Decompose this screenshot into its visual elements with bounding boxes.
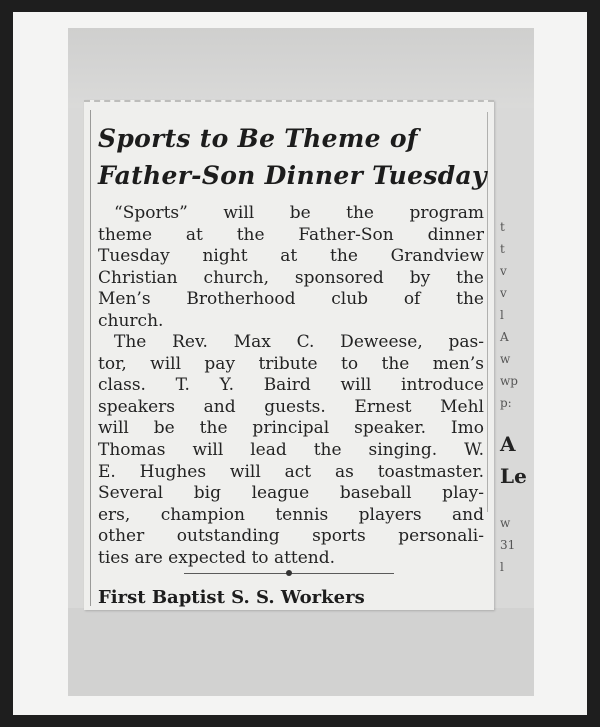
adjacent-fragment: Le [500,464,527,488]
paragraph-line: The Rev. Max C. Deweese, pas- [114,332,484,352]
adjacent-fragment: A [500,432,516,456]
paragraph-line: church. [98,310,164,331]
adjacent-fragment: v [500,264,507,278]
next-article-headline: First Baptist S. S. Workers [98,587,365,608]
paragraph-line: E. Hughes will act as toastmaster. [98,461,484,482]
paragraph-line: Men’s Brotherhood club of the [98,289,484,310]
paragraph-line: class. T. Y. Baird will introduce [98,375,484,396]
article-separator-dot [286,570,292,576]
paragraph-line: other outstanding sports personali- [98,526,484,547]
paragraph-line: Several big league baseball play- [98,483,484,504]
paragraph-line: Thomas will lead the singing. W. [98,439,484,460]
paragraph-line: Christian church, sponsored by the [98,267,484,288]
column-rule-left [90,110,91,606]
adjacent-fragment: w [500,516,511,530]
paragraph-line: will be the principal speaker. Imo [98,418,484,439]
adjacent-fragment: 31 [500,538,516,552]
article-headline: Sports to Be Theme of Father-Son Dinner Tuesday [98,124,487,190]
adjacent-column-fragments [498,210,528,610]
photo-top-shading [68,28,534,108]
adjacent-fragment: l [500,560,504,574]
paragraph-line: speakers and guests. Ernest Mehl [98,396,484,417]
adjacent-fragment: t [500,220,505,234]
article-paragraph-1 [98,203,484,333]
adjacent-fragment: w [500,352,511,366]
adjacent-fragment: v [500,286,507,300]
paragraph-line: theme at the Father-Son dinner [98,224,484,245]
photo-bottom-area [68,608,534,696]
adjacent-fragment: A [500,330,509,344]
adjacent-fragment: wp [500,374,518,388]
paragraph-line: Tuesday night at the Grandview [98,246,484,267]
adjacent-fragment: t [500,242,505,256]
paragraph-line: “Sports” will be the program [114,203,484,223]
newspaper-clipping [84,100,494,610]
adjacent-fragment: p: [500,396,512,410]
adjacent-fragment: l [500,308,504,322]
article-paragraph-2 [98,332,484,570]
paragraph-line: tor, will pay tribute to the men’s [98,353,484,374]
paragraph-line: ers, champion tennis players and [98,504,484,525]
paragraph-line: ties are expected to attend. [98,547,336,568]
